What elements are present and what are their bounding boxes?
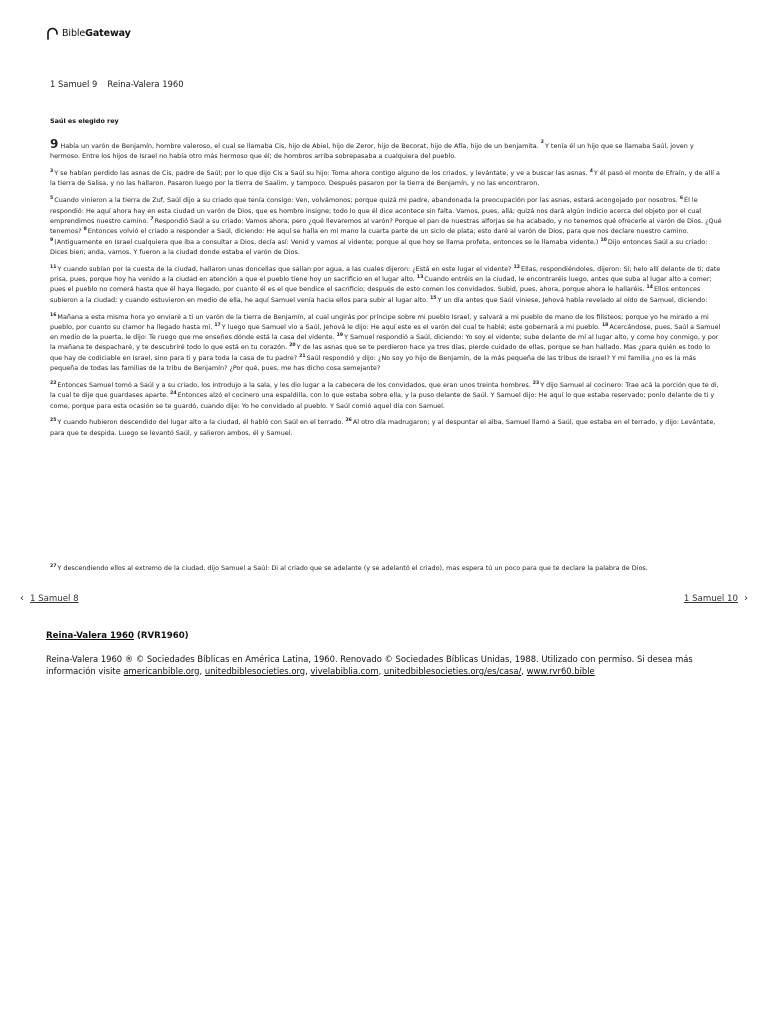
verse-number: 24: [170, 391, 177, 397]
logo-text: BibleGateway: [62, 27, 131, 39]
link-vivelabiblia[interactable]: vivelabiblia.com: [310, 665, 379, 676]
passage-paragraph: [50, 417, 722, 438]
version-link[interactable]: Reina-Valera 1960: [46, 631, 134, 641]
next-chapter-nav[interactable]: [684, 593, 748, 604]
passage-paragraph: [50, 168, 722, 189]
verse-text: Ellas, respondiéndoles, dijeron: Sí; helo allí delante de ti; date prisa, pues, porque hoy ha venido a la ciudad en atención a que el pueblo tiene hoy un sacrificio en el lugar alto.: [50, 264, 721, 284]
chevron-left-icon: ‹: [20, 593, 24, 604]
version-abbrev: (RVR1960): [136, 631, 189, 641]
verse-text: Cuando vinieron a la tierra de Zuf, Saúl dijo a su criado que tenía consigo: Ven, volvámonos; porque quizá mi padre, abandonada la preocupación por las asnas, estará acongojado por nosotros.: [54, 196, 680, 205]
verse-number: 9: [50, 237, 54, 243]
logo-arc-icon: [46, 26, 59, 40]
passage-paragraph: [50, 380, 722, 411]
chapter-number: 9: [50, 137, 59, 151]
link-ubs-casa[interactable]: unitedbiblesocieties.org/es/casa/: [383, 665, 522, 676]
verse-text: Y un día antes que Saúl viniese, Jehová había revelado al oído de Samuel, diciendo:: [437, 295, 708, 304]
verse-text: Y cuando subían por la cuesta de la ciudad, hallaron unas doncellas que salían por agua, a las cuales dijeron: ¿Está en este lugar el vidente?: [57, 264, 514, 273]
prev-chapter-nav[interactable]: [20, 593, 79, 604]
verse-number: 22: [50, 380, 57, 386]
verse-text: Entonces alzó el cocinero una espaldilla, con lo que estaba sobre ella, y la puso delante de Saúl. Y Samuel dijo: He aquí lo que estaba reservado; ponlo delante de ti y come, porque para esta ocasión se te guardó, cuando dije: Yo he convidado al pueblo. Y Saúl comió aquel día con Samuel.: [50, 391, 715, 410]
verse-number: 19: [336, 333, 344, 339]
verse-text: Entonces Samuel tomó a Saúl y a su criado, los introdujo a la sala, y les dio lugar a la cabecera de los convidados, que eran unos treinta hombres.: [57, 380, 533, 389]
verse-text: Entonces volvió el criado a responder a Saúl, diciendo: He aquí se halla en mi mano la cuarta parte de un siclo de plata; esto daré al varón de Dios, para que nos declare nuestro camino.: [87, 227, 689, 236]
verse-text: Cuando entréis en la ciudad, le encontraréis luego, antes que suba al lugar alto a comer; pues el pueblo no comerá hasta que él haya llegado, por cuanto él es el que bendice el sacrificio; después de esto comen los convidados. Subid, pues, ahora, porque ahora le hallaréis.: [50, 275, 712, 294]
verse-number: 10: [600, 237, 607, 243]
verse-number: 13: [416, 275, 424, 281]
verse-text: Y se habían perdido las asnas de Cis, padre de Saúl; por lo que dijo Cis a Saúl su hijo: Toma ahora contigo alguno de los criados, y levántate, y ve a buscar las asnas.: [54, 169, 590, 178]
next-chapter-link[interactable]: 1 Samuel 10: [683, 593, 738, 604]
link-unitedbiblesocieties[interactable]: unitedbiblesocieties.org: [204, 665, 306, 676]
verse-text: Saúl respondió y dijo: ¿No soy yo hijo de Benjamín, de la más pequeña de las tribus de Israel? Y mi familia ¿no es la más pequeña de todas las familias de la tribu de Benjamín? ¿Por qué, pues, me has dicho cosa semejante?: [50, 353, 697, 373]
verse-number: 2: [540, 140, 544, 145]
verse-text: Y dijo Samuel al cocinero: Trae acá la porción que te di, la cual te dije que guardases aparte.: [50, 380, 719, 400]
verse-number: 5: [50, 196, 54, 202]
verse-text: Acercándose, pues, Saúl a Samuel en medio de la puerta, le dijo: Te ruego que me enseñes dónde está la casa del vidente.: [50, 322, 721, 342]
verse-text: Y de las asnas que se te perdieron hace ya tres días, pierde cuidado de ellas, porque se han hallado. Mas ¿para quién es todo lo que hay de codiciable en Israel, sino para ti y para toda la casa de tu padre?: [50, 343, 711, 362]
verse-text: Y tenía él un hijo que se llamaba Saúl, joven y hermoso. Entre los hijos de Israel no había otro más hermoso que él; de hombros arriba sobrepasaba a cualquiera del pueblo.: [50, 142, 694, 161]
verse-number: 4: [589, 169, 593, 175]
verse-text: Respondió Saúl a su criado: Vamos ahora; pero ¿qué llevaremos al varón? Porque el pan de nuestras alforjas se ha acabado, y no tenemos qué ofrecerle al varón de Dios. ¿Qué tenemos?: [50, 216, 722, 236]
biblegateway-logo[interactable]: [46, 26, 131, 40]
version-title: [46, 631, 189, 641]
verse-number: 17: [214, 322, 221, 328]
verse-number: 12: [513, 264, 521, 270]
prev-chapter-link[interactable]: 1 Samuel 8: [30, 593, 79, 604]
section-heading: Saúl es elegido rey: [50, 117, 119, 125]
verse-text: Ellos entonces subieron a la ciudad; y cuando estuvieron en medio de ella, he aquí Samuel venía hacia ellos para subir al lugar alto.: [50, 285, 701, 304]
verse-text: Y Samuel respondió a Saúl, diciendo: Yo soy el vidente; sube delante de mí al lugar alto, y come hoy conmigo, y por la mañana te despacharé, y te descubriré todo lo que está en tu corazón.: [50, 333, 719, 352]
passage-reference: [50, 79, 194, 89]
passage-paragraph: [50, 195, 722, 257]
passage-paragraph: [50, 312, 722, 374]
verse-number: 6: [679, 196, 684, 202]
link-rvr60[interactable]: www.rvr60.bible: [526, 665, 595, 676]
passage-paragraph: [50, 139, 722, 162]
passage-text: [50, 139, 722, 445]
verse-text: Dijo entonces Saúl a su criado: Dices bien; anda, vamos. Y fueron a la ciudad donde estaba el varón de Dios.: [50, 237, 708, 256]
verse-number: 16: [50, 312, 57, 318]
verse-27: [50, 563, 722, 573]
verse-number: 3: [50, 169, 54, 175]
verse-text: Y descendiendo ellos al extremo de la ciudad, dijo Samuel a Saúl: Di al criado que se adelante (y se adelantó el criado), mas espera tú un poco para que te declare la palabra de Dios.: [57, 564, 648, 572]
copyright-text: Reina-Valera 1960 ® © Sociedades Bíblicas en América Latina, 1960. Renovado © Sociedades Bíblicas Unidas, 1988. Utilizado con permiso. Si desea más información visite: [46, 654, 693, 676]
version-name: Reina-Valera 1960: [107, 79, 184, 89]
copyright-notice: Reina-Valera 1960 ® © Sociedades Bíblicas en América Latina, 1960. Renovado © Sociedades Bíblicas Unidas, 1988. Utilizado con permiso. Si desea más información visite americanbible.org, unitedbiblesocieties.org, vivelabiblia.com, unitedbiblesocieties.org/es/casa/, www.rvr60.bible: [46, 654, 693, 676]
verse-text: Él le respondió: He aquí ahora hay en esta ciudad un varón de Dios, que es hombre insigne; todo lo que él dice acontece sin falta. Vamos, pues, allá; quizá nos dará algún indicio acerca del objeto por el cual emprendimos nuestro camino.: [50, 196, 702, 225]
verse-number: 25: [50, 418, 57, 424]
passage-paragraph: [50, 264, 722, 305]
verse-number: 20: [289, 343, 296, 349]
verse-text: Y cuando hubieron descendido del lugar alto a la ciudad, él habló con Saúl en el terrado.: [57, 418, 346, 427]
verse-text: Al otro día madrugaron; y al despuntar el alba, Samuel llamó a Saúl, que estaba en el terrado, y dijo: Levántate, para que te despida. Luego se levantó Saúl, y salieron ambos, él y Samuel.: [50, 418, 716, 437]
book-chapter: 1 Samuel 9: [50, 79, 98, 89]
verse-number: 23: [532, 380, 540, 386]
verse-text: Y luego que Samuel vio a Saúl, Jehová le dijo: He aquí este es el varón del cual te hablé; este gobernará a mi pueblo.: [221, 322, 602, 331]
verse-number: 14: [646, 285, 653, 291]
chevron-right-icon: ›: [744, 593, 748, 604]
verse-number: 15: [430, 295, 437, 301]
link-americanbible[interactable]: americanbible.org: [123, 665, 200, 676]
verse-text: Había un varón de Benjamín, hombre valeroso, el cual se llamaba Cis, hijo de Abiel, hijo de Zeror, hijo de Becorat, hijo de Afía, hijo de un benjamita.: [60, 142, 541, 150]
verse-number: 27: [50, 564, 57, 569]
verse-number: 8: [83, 227, 87, 233]
verse-number: 18: [601, 322, 609, 328]
verse-number: 21: [299, 353, 306, 359]
verse-number: 7: [150, 216, 154, 222]
verse-text: Mañana a esta misma hora yo enviaré a ti un varón de la tierra de Benjamín, al cual ungirás por príncipe sobre mi pueblo Israel, y salvará a mi pueblo de mano de los filisteos; porque yo he mirado a mi pueblo, por cuanto su clamor ha llegado hasta mí.: [50, 312, 709, 331]
verse-number: 26: [345, 418, 352, 424]
verse-number: 11: [50, 264, 57, 270]
verse-text: Y él pasó el monte de Efraín, y de allí a la tierra de Salisa, y no las hallaron. Pasaron luego por la tierra de Saalim, y tampoco. Después pasaron por la tierra de Benjamín, y no las encontraron.: [50, 169, 720, 188]
verse-text: (Antiguamente en Israel cualquiera que iba a consultar a Dios, decía así: Venid y vamos al vidente; porque al que hoy se llama profeta, entonces se le llamaba vidente.): [54, 237, 601, 246]
